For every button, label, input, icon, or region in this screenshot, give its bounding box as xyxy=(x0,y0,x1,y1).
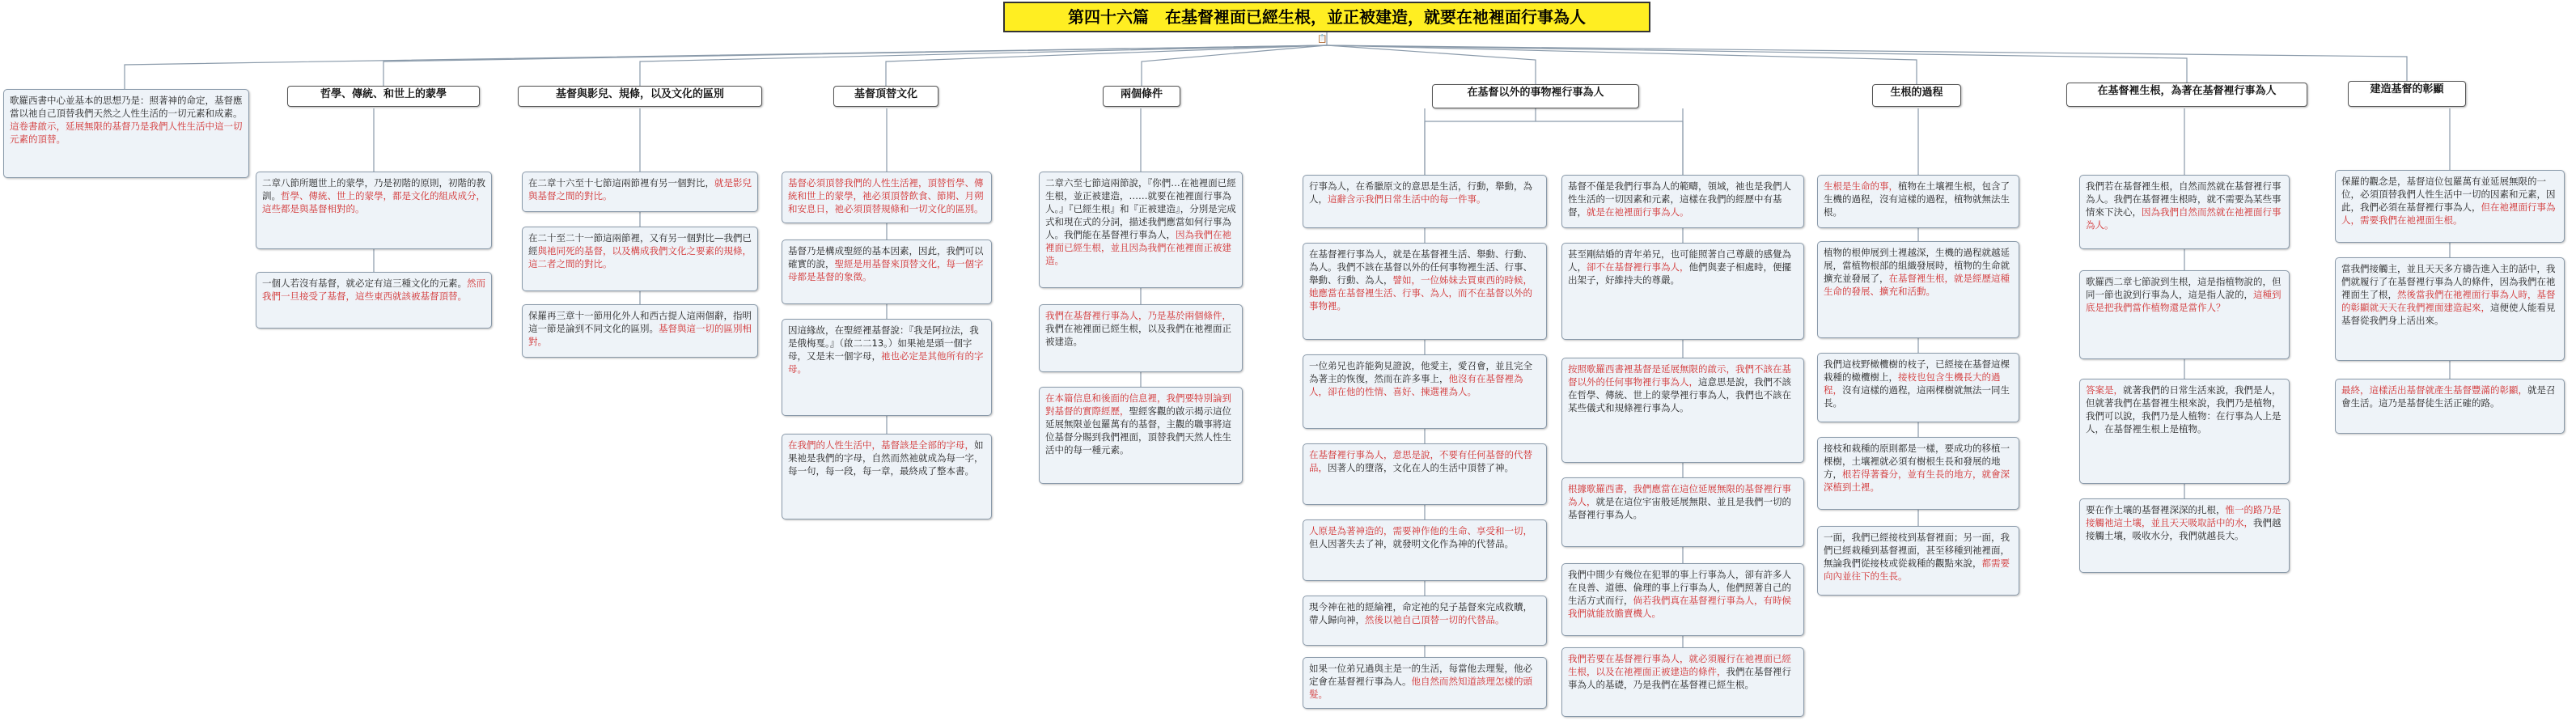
conditions-note[interactable] xyxy=(1039,172,1243,288)
note-text: 要在作土壤的基督裡深深的扎根， xyxy=(2086,504,2226,515)
highlight-text: 根若得著養分，並有生長的地方，就會深深植到土裡。 xyxy=(1824,468,2010,493)
highlight-text: 基督與這一切的區別相對。 xyxy=(528,323,752,347)
note-text: 就是在這位宇宙般延展無限、並且是我們一切的基督裡行事為人。 xyxy=(1568,496,1791,520)
highlight-text: 在我們的人性生活中，基督該是全部的字母， xyxy=(788,439,974,451)
highlight-text: 但在祂裡面行事為人，需要我們在祂裡面生根。 xyxy=(2341,201,2556,226)
note-text: 這便使人能看見基督從我們身上活出來。 xyxy=(2341,302,2556,326)
outside-right-note[interactable] xyxy=(1561,358,1804,463)
highlight-text: 與祂同死的基督，以及構成我們文化之要素的規條，這二者之間的對比。 xyxy=(528,245,752,269)
rooting-note[interactable] xyxy=(1817,241,2019,338)
note-text: 我們若在基督裡生根，自然而然就在基督裡行事為人。我們在基督裡生根時，就不需要為某些事情來下決心， xyxy=(2086,180,2282,218)
expression-note[interactable] xyxy=(2335,257,2565,361)
highlight-text: 基督必須頂替我們的人性生活裡，頂替哲學、傳統和世上的蒙學，祂必須頂替飲食、節期、月朔和安息日，祂必須頂替規條和一切文化的區別。 xyxy=(788,177,984,214)
note-text: 歌羅西書中心並基本的思想乃是：照著神的命定，基督應當以祂自己頂替我們天然之人性生活的一切元素和成素。 xyxy=(10,95,243,119)
highlight-text: 譬如，一位姊妹去買東西的時候，她應當在基督裡生活、行事、為人，而不在基督以外的事物裡。 xyxy=(1309,274,1532,312)
outside-left-note[interactable] xyxy=(1303,596,1547,646)
rooting-note[interactable] xyxy=(1817,353,2019,422)
highlight-text: 接枝也包含生機長大的過程， xyxy=(1824,371,2001,396)
highlight-text: 聖經是用基督來頂替文化，每一個字母都是基督的象徵。 xyxy=(788,258,984,282)
philosophy-note[interactable] xyxy=(256,272,492,329)
outside-left-note[interactable] xyxy=(1303,657,1547,709)
highlight-text: 因為我們自然而然就在祂裡面行事為人。 xyxy=(2086,206,2282,231)
branch-line xyxy=(1327,45,2407,81)
note-text: 一個人若沒有基督，就必定有這三種文化的元素。 xyxy=(262,278,467,289)
note-text: 就著我們的日常生活來說，我們是人，但就著我們在基督裡生根來說，我們乃是植物，我們可以說，我們乃是人植物：在行事為人上是人，在基督裡生根上是植物。 xyxy=(2086,384,2282,435)
outside-right-note[interactable] xyxy=(1561,477,1804,547)
note-text: 因這緣故，在聖經裡基督說：『我是阿拉法，我是俄梅戛。』（啟二二13。）如果祂是頭一個字母，又是末一個字母， xyxy=(788,324,979,362)
highlight-text: 這卷書啟示，延展無限的基督乃是我們人性生活中這一切元素的頂替。 xyxy=(10,121,243,145)
philosophy-note[interactable] xyxy=(256,172,492,249)
outside-left-note[interactable] xyxy=(1303,243,1547,340)
rooted-walk-note[interactable] xyxy=(2079,270,2290,359)
highlight-text: 他沒有在基督裡為人，卻在他的性情、喜好、揀選裡為人。 xyxy=(1309,373,1523,397)
expression-note[interactable] xyxy=(2335,170,2565,243)
branch-line xyxy=(1327,45,1536,84)
highlight-text: 祂也必定是其他所有的字母。 xyxy=(788,350,984,375)
outside-right-note[interactable] xyxy=(1561,175,1804,228)
note-text: 因著人的墮落，文化在人的生活中頂替了神。 xyxy=(1328,462,1514,473)
highlight-text: 然後以祂自己頂替一切的代替品。 xyxy=(1365,614,1505,625)
highlight-text: 都需要向內並往下的生長。 xyxy=(1824,558,2010,582)
highlight-text: 他自然而然知道該理怎樣的頭髮。 xyxy=(1309,676,1532,700)
highlight-text: 倘若我們真在基督裡行事為人，有時候我們就能放膽賣機人。 xyxy=(1568,595,1791,619)
rooting-note[interactable] xyxy=(1817,175,2019,228)
highlight-text: 生根是生命的事， xyxy=(1824,180,1898,192)
culture-note[interactable] xyxy=(782,240,992,304)
conditions-note[interactable] xyxy=(1039,387,1243,484)
outside-right-note[interactable] xyxy=(1561,647,1804,717)
highlight-text: 然後當我們在祂裡面行事為人時，基督的彰顯就天天在我們裡面建造起來， xyxy=(2341,289,2556,313)
outside-left-note[interactable] xyxy=(1303,443,1547,505)
highlight-text: 在本篇信息和後面的信息裡，我們要特別論到對基督的實際經歷， xyxy=(1045,392,1231,417)
note-text: 接枝和栽種的原則都是一樣，要成功的移植一棵樹，土壤裡就必須有樹根生長和發展的地方， xyxy=(1824,443,2010,480)
highlight-text: 這種到底是把我們當作植物還是當作人？ xyxy=(2086,289,2282,313)
highlight-text: 惟一的路乃是接觸祂這土壤，並且天天吸取話中的水， xyxy=(2086,504,2282,528)
culture-note[interactable] xyxy=(782,434,992,519)
note-text: 一位弟兄也許能夠見證說，他愛主，愛召會，並且完全為著主的恢復，然而在許多事上， xyxy=(1309,360,1532,384)
note-text: 他們與妻子相處時，便擺出架子，好維持夫的尊嚴。 xyxy=(1568,261,1791,286)
note-text: 甚至剛結婚的青年弟兄，也可能照著自己尊嚴的感覺為人， xyxy=(1568,248,1791,273)
highlight-text: 按照歌羅西書裡基督是延展無限的啟示，我們不該在基督以外的任何事物裡行事為人， xyxy=(1568,363,1791,388)
culture-note[interactable] xyxy=(782,172,992,223)
expression-note[interactable] xyxy=(2335,379,2565,434)
note-text: 保羅再三章十一節用化外人和西古提人這兩個辭，指明這一節是論到不同文化的區別。 xyxy=(528,310,752,334)
note-text: 沒有這樣的過程，這兩棵樹就無法一同生長。 xyxy=(1824,384,2010,409)
outside-left-note[interactable] xyxy=(1303,519,1547,581)
topic-christ-replaces-culture[interactable]: 基督頂替文化 xyxy=(833,86,938,107)
highlight-text: 這辭含示我們日常生活中的每一件事。 xyxy=(1328,193,1486,205)
note-text: 植物的根伸展到土裡越深，生機的過程就越延展，當植物根部的組織發展時，植物的生命就擴充並發展了， xyxy=(1824,247,2010,284)
highlight-text: 答案是， xyxy=(2086,384,2123,396)
note-text: 在二章十六至十七節這兩節裡有另一個對比， xyxy=(528,177,714,189)
culture-note[interactable] xyxy=(782,319,992,416)
branch-line xyxy=(383,45,1327,86)
note-text: 在基督裡行事為人，就是在基督裡生活、舉動、行動、為人。我們不該在基督以外的任何事物裡生活、行事、舉動、行動、為人， xyxy=(1309,248,1532,286)
branch-line xyxy=(1327,45,2187,83)
outside-left-note[interactable] xyxy=(1303,175,1547,228)
topic-build-expression[interactable]: 建造基督的彰顯 xyxy=(2348,81,2466,107)
note-text: 歌羅西二章七節說到生根，這是指植物說的，但同一節也說到行事為人，這是指人說的， xyxy=(2086,276,2282,300)
topic-shadow-and-ordinances[interactable]: 基督與影兒、規條，以及文化的區別 xyxy=(518,86,762,107)
note-text: 當我們接觸主，並且天天多方禱告進入主的話中，我們就履行了在基督裡行事為人的條件，因為我們在祂裡面生了根， xyxy=(2341,263,2556,300)
topic-rooted-for-walking[interactable]: 在基督裡生根，為著在基督裡行事為人 xyxy=(2066,83,2307,107)
note-text: 基督不僅是我們行事為人的範疇，領域，祂也是我們人性生活的一切因素和元素，這樣在我們的經歷中有基督， xyxy=(1568,180,1791,218)
outside-right-note[interactable] xyxy=(1561,563,1804,636)
highlight-text: 然而我們一旦接受了基督，這些東西就該被基督頂替。 xyxy=(262,278,485,302)
note-text: 我們在祂裡面已經生根，以及我們在祂裡面正被建造。 xyxy=(1045,323,1231,347)
note-text: 現今神在祂的經綸裡，命定祂的兒子基督來完成救贖，帶人歸向神， xyxy=(1309,601,1532,625)
note-text: 聖經客觀的啟示揭示這位延展無限並包羅萬有的基督，主觀的職事將這位基督分賜到我們裡面，頂替我們天然人性生活中的每一種元素。 xyxy=(1045,405,1231,456)
note-text: 基督乃是構成聖經的基本因素，因此，我們可以確實的說， xyxy=(788,245,984,269)
shadow-note[interactable] xyxy=(522,227,758,291)
note-text: 這意思是說，我們不該在哲學、傳統、世上的蒙學裡行事為人，我們也不該在某些儀式和規條裡行事為人。 xyxy=(1568,376,1791,413)
topic-walking-outside-christ[interactable]: 在基督以外的事物裡行事為人 xyxy=(1432,84,1639,108)
note-text: 在二十至二十一節這兩節裡，又有另一個對比—我們已經 xyxy=(528,232,752,257)
highlight-text: 哲學、傳統、世上的蒙學，都是文化的組成成分，這些都是與基督相對的。 xyxy=(262,190,485,214)
highlight-text: 根據歌羅西書，我們應當在這位延展無限的基督裡行事為人， xyxy=(1568,483,1791,507)
rooted-walk-note[interactable] xyxy=(2079,379,2290,484)
outside-left-note[interactable] xyxy=(1303,354,1547,429)
highlight-text: 因為我們在祂裡面已經生根，並且因為我們在祂裡面正被建造。 xyxy=(1045,229,1231,266)
note-text: 如果祂是我們的字母，自然而然祂就成為每一字，每一句，每一段，每一章，最終成了整本書。 xyxy=(788,439,984,477)
note-text: 保羅的觀念是，基督這位包羅萬有並延展無限的一位，必須頂替我們人性生活中一切的因素和元素，因此，我們必須在基督裡行事為人， xyxy=(2341,176,2556,213)
note-text: 我們在基督裡行事為人的基礎，乃是我們在基督裡已經生根。 xyxy=(1568,666,1791,690)
note-text: 二章六至七節這兩節說，『你們…在祂裡面已經生根，並正被建造，……就要在祂裡面行事為人。』『已經生根』和『正被建造』，分別是完成式和現在式的分詞，描述我們應當如何行事為人。我們能在基督裡行事為人， xyxy=(1045,177,1236,240)
note-text: 就是召會生活。這乃是基督徒生活正確的路。 xyxy=(2341,384,2556,409)
rooting-note[interactable] xyxy=(1817,526,2019,596)
highlight-text: 就是在祂裡面行事為人。 xyxy=(1587,206,1689,218)
note-text: 行事為人，在希臘原文的意思是生活，行動，舉動，為人， xyxy=(1309,180,1532,205)
highlight-text: 在基督裡生根，就是經歷這種生命的發展、擴充和活動。 xyxy=(1824,273,2010,297)
note-icon: 📋 xyxy=(1317,35,1328,44)
highlight-text: 就是影兒與基督之間的對比。 xyxy=(528,177,752,201)
topic-philosophy[interactable]: 哲學、傳統、和世上的蒙學 xyxy=(287,86,480,107)
intro-note[interactable] xyxy=(3,89,249,178)
rooted-walk-note[interactable] xyxy=(2079,498,2290,573)
topic-two-conditions[interactable]: 兩個條件 xyxy=(1103,86,1180,107)
highlight-text: 卻不在基督裡行事為人， xyxy=(1587,261,1689,273)
rooting-note[interactable] xyxy=(1817,437,2019,510)
shadow-note[interactable] xyxy=(522,304,758,358)
highlight-text: 在基督裡行事為人，意思是說，不要有任何基督的代替品， xyxy=(1309,449,1532,473)
note-text: 二章八節所題世上的蒙學，乃是初階的原則，初階的教訓。 xyxy=(262,177,485,201)
outside-right-note[interactable] xyxy=(1561,243,1804,340)
highlight-text: 我們若要在基督裡行事為人，就必須履行在祂裡面已經生根，以及在祂裡面正被建造的條件， xyxy=(1568,653,1791,677)
note-text: 一面，我們已經接枝到基督裡面；另一面，我們已經栽種到基督裡面，甚至移種到祂裡面，無論我們從接枝或從栽種的觀點來說， xyxy=(1824,532,2010,569)
root-title[interactable]: 第四十六篇 在基督裡面已經生根，並正被建造，就要在祂裡面行事為人 xyxy=(1003,2,1650,32)
shadow-note[interactable] xyxy=(522,172,758,212)
topic-process-of-rooting[interactable]: 生根的過程 xyxy=(1872,84,1961,107)
note-text: 我們這枝野橄欖樹的枝子，已經接在基督這棵栽種的橄欖樹上， xyxy=(1824,358,2010,383)
conditions-note[interactable] xyxy=(1039,304,1243,372)
highlight-text: 人原是為著神造的，需要神作他的生命、享受和一切， xyxy=(1309,525,1532,536)
note-text: 植物在土壤裡生根，包含了生機的過程，沒有這樣的過程，植物就無法生根。 xyxy=(1824,180,2010,218)
note-text: 但人因著失去了神，就發明文化作為神的代替品。 xyxy=(1309,538,1514,549)
note-text: 我們越接觸土壤，吸收水分，我們就越長大。 xyxy=(2086,517,2282,541)
note-text: 我們中間少有幾位在犯罪的事上行事為人，卻有許多人在良善、道德、倫理的事上行事為人，他們照著自己的生活方式而行， xyxy=(1568,569,1791,606)
note-text: 如果一位弟兄過與主是一的生活，每當他去理髮，他必定會在基督裡行事為人。 xyxy=(1309,663,1532,687)
highlight-text: 我們在基督裡行事為人，乃是基於兩個條件， xyxy=(1045,310,1231,321)
rooted-walk-note[interactable] xyxy=(2079,175,2290,249)
highlight-text: 最終，這樣活出基督就產生基督豐滿的彰顯， xyxy=(2341,384,2527,396)
